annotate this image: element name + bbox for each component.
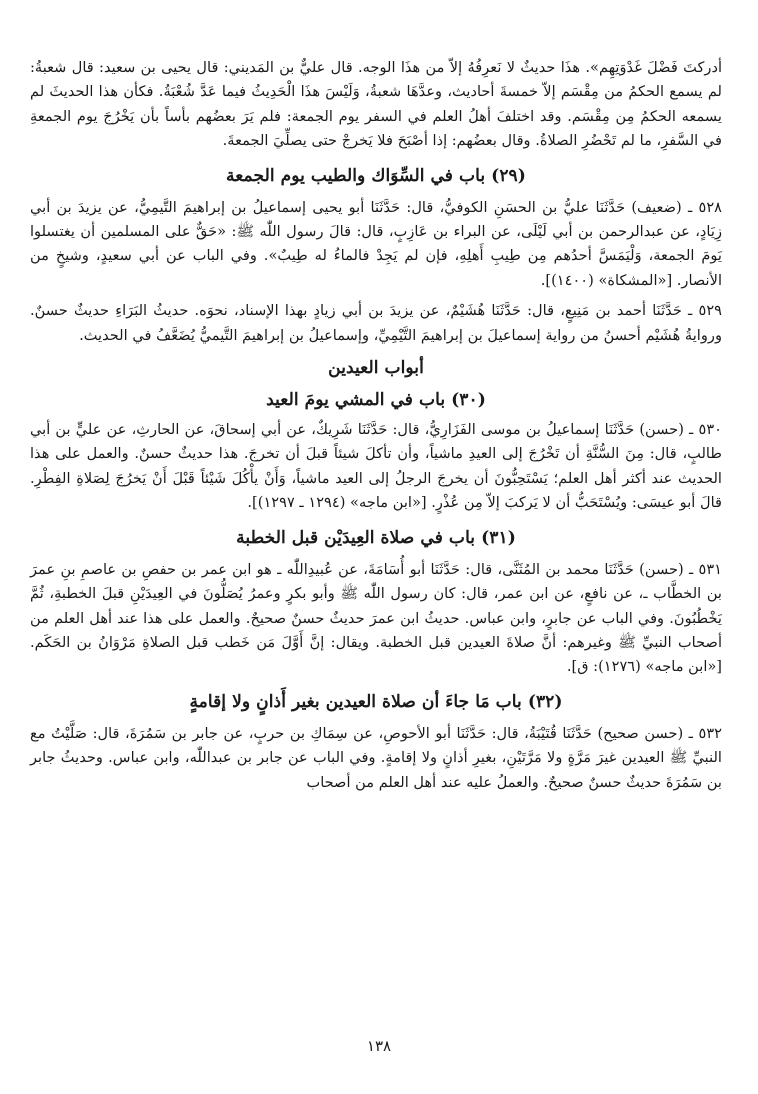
chapter-heading-30: (٣٠) باب في المشي يومَ العيد (266, 390, 486, 411)
chapter-heading-31: (٣١) باب في صلاة العِيدَيْن قبل الخطبة (236, 527, 516, 548)
chapter-heading-29: (٢٩) باب في السِّوَاك والطيب يوم الجمعة (226, 165, 526, 186)
chapter-heading-32: (٣٢) باب مَا جاءَ أن صلاة العيدين بغير أَذانٍ ولا إقامةٍ (189, 691, 563, 712)
hadith-528: ٥٢٨ ـ (ضعيف) حَدَّثَنَا عليُّ بن الحسَنِ الكوفيُّ، قال: حَدَّثَنَا أبو يحيى إسماعيلُ بن إبراهيمَ التَّيمِيُّ، عن يزيدَ بن أبي زِيَادٍ، عن عبدالرحمن بن أبي لَيْلَى، عن البراء بن عَازِبٍ، قال: قالَ رسول اللّٰه ﷺ: «حَقٌّ على المسلمين أن يغتسلوا يَومَ الجمعة، وَلْيَمَسَّ أحدُهم مِن طِيبِ أَهلِهِ، فإن لم يَجِدْ فالماءُ له طِيبٌ». وفي الباب عن أبي سعيدٍ، وشيخٍ من الأنصار. [«المشكاة» (١٤٠٠)]. (30, 198, 722, 289)
paragraph-intro: أدركتَ فَضْلَ غَدْوَتِهِم». هذَا حديثٌ لا نَعرِفُهُ إلاّ من هذَا الوجه. قال عليٌّ بن المَديني: قال يحيى بن سعيد: قال شعبةُ: لم يسمع الحكمُ من مِقْسَم إلاّ خمسةَ أحاديث، وعدَّهَا شعبةُ، وَلَيْسَ هذَا الْحَدِيثُ فيما عَدَّ شُعْبَةُ. فكأن هذا الحديثَ لم يسمعه الحكمُ مِن مِقْسَم. وقد اختلفَ أهلُ العلم في السفر يوم الجمعة: فلم يَرَ بعضُهم بأساً بأن يَخْرُجَ يوم الجمعةِ في السَّفرِ، ما لم تَحْضُرِ الصلاةُ. وقال بعضُهم: إذا أصْبَحَ فلا يَخرجْ حتى يصلِّيَ الجمعةَ. (30, 59, 722, 150)
section-heading-eids: أبواب العيدين (328, 358, 424, 379)
hadith-529: ٥٢٩ ـ حَدَّثَنَا أحمد بن مَنِيعٍ، قال: حَدَّثَنَا هُشَيْمٌ، عن يزيدَ بن أبي زيادٍ بهذا الإسناد، نحوَه. حديثُ البَرَاءِ حديثٌ حسنٌ. وروايةُ هُشَيْم أحسنُ من رواية إسماعيلَ بن إبراهيمَ التَّيْمِيِّ، وإسماعيلُ بن إبراهيمَ التَّيميُّ يُضَعَّفُ في الحديث. (30, 302, 722, 344)
hadith-531: ٥٣١ ـ (حسن) حَدَّثَنَا محمد بن المُثَنَّى، قال: حَدَّثَنَا أبو أُسَامَةَ، عن عُبيدِاللّٰه ـ هو ابن عمر بن حفصِ بن عاصمِ بنِ عمرَ بن الخطَّاب ـ، عن نافعٍ، عن ابن عمر، قال: كان رسول اللّٰه ﷺ وأبو بكرٍ وعمرُ يُصَلُّونَ في العِيدَيْنِ قبلَ الخطبةِ، ثُمَّ يَخْطُبُونَ. وفي الباب عن جابرٍ، وابن عباس. حديثُ ابن عمرَ حديثٌ حسنٌ صحيحٌ. والعمل على هذا عند أهل العلم من أصحاب النبيِّ ﷺ وغيرهم: أنَّ صلاةَ العيدين قبل الخطبة. ويقال: إنَّ أَوَّلَ مَن خَطب قبل الصلاةِ مَرْوَانُ بن الحَكَم. [«ابن ماجه» (١٢٧٦): ق]. (30, 560, 722, 676)
hadith-532: ٥٣٢ ـ (حسن صحيح) حَدَّثَنَا قُتَيْبَةُ، قال: حَدَّثَنَا أبو الأحوصِ، عن سِمَاكِ بن حربٍ، عن جابر بن سَمُرَةَ، قال: صَلَّيْتُ مع النبيِّ ﷺ العيدين غيرَ مَرَّةٍ ولا مَرَّتَيْنِ، بغيرِ أذانٍ ولا إقامةٍ. وفي الباب عن جابر بن عبداللّٰه، وابن عباس. وحديثُ جابر بن سَمُرَةَ حديثٌ حسنٌ صحيحٌ. والعملُ عليه عند أهل العلم من أصحاب (30, 724, 722, 791)
page-number: ١٣٨ (366, 1037, 392, 1055)
hadith-530: ٥٣٠ ـ (حسن) حَدَّثَنَا إسماعيلُ بن موسى الفَزَارِيُّ، قال: حَدَّثَنَا شَرِيكٌ، عن أبي إسحاقَ، عن الحارثِ، عن عليٍّ بن أبي طالبٍ، قال: مِنَ السُّنَّةِ أن تَخْرُجَ إلى العيدِ ماشياً، وأن تأكلَ شيئاً قبلَ أن تخرجَ. هذا حديثٌ حسنٌ. والعمل على هذا الحديث عند أكثر أهل العلم؛ يَسْتَحِبُّونَ أن يخرجَ الرجلُ إلى العيد ماشياً، وَأَنْ يأْكُلَ شَيْئاً قَبْلَ أَنْ يَخرُجَ لِصَلاةِ الفِطْرِ. قالَ أبو عيسَى: ويُسْتَحَبُّ أن لا يَركبَ إلاّ مِن عُذْرٍ. [«ابن ماجه» (١٢٩٤ ـ ١٢٩٧)]. (30, 421, 722, 512)
